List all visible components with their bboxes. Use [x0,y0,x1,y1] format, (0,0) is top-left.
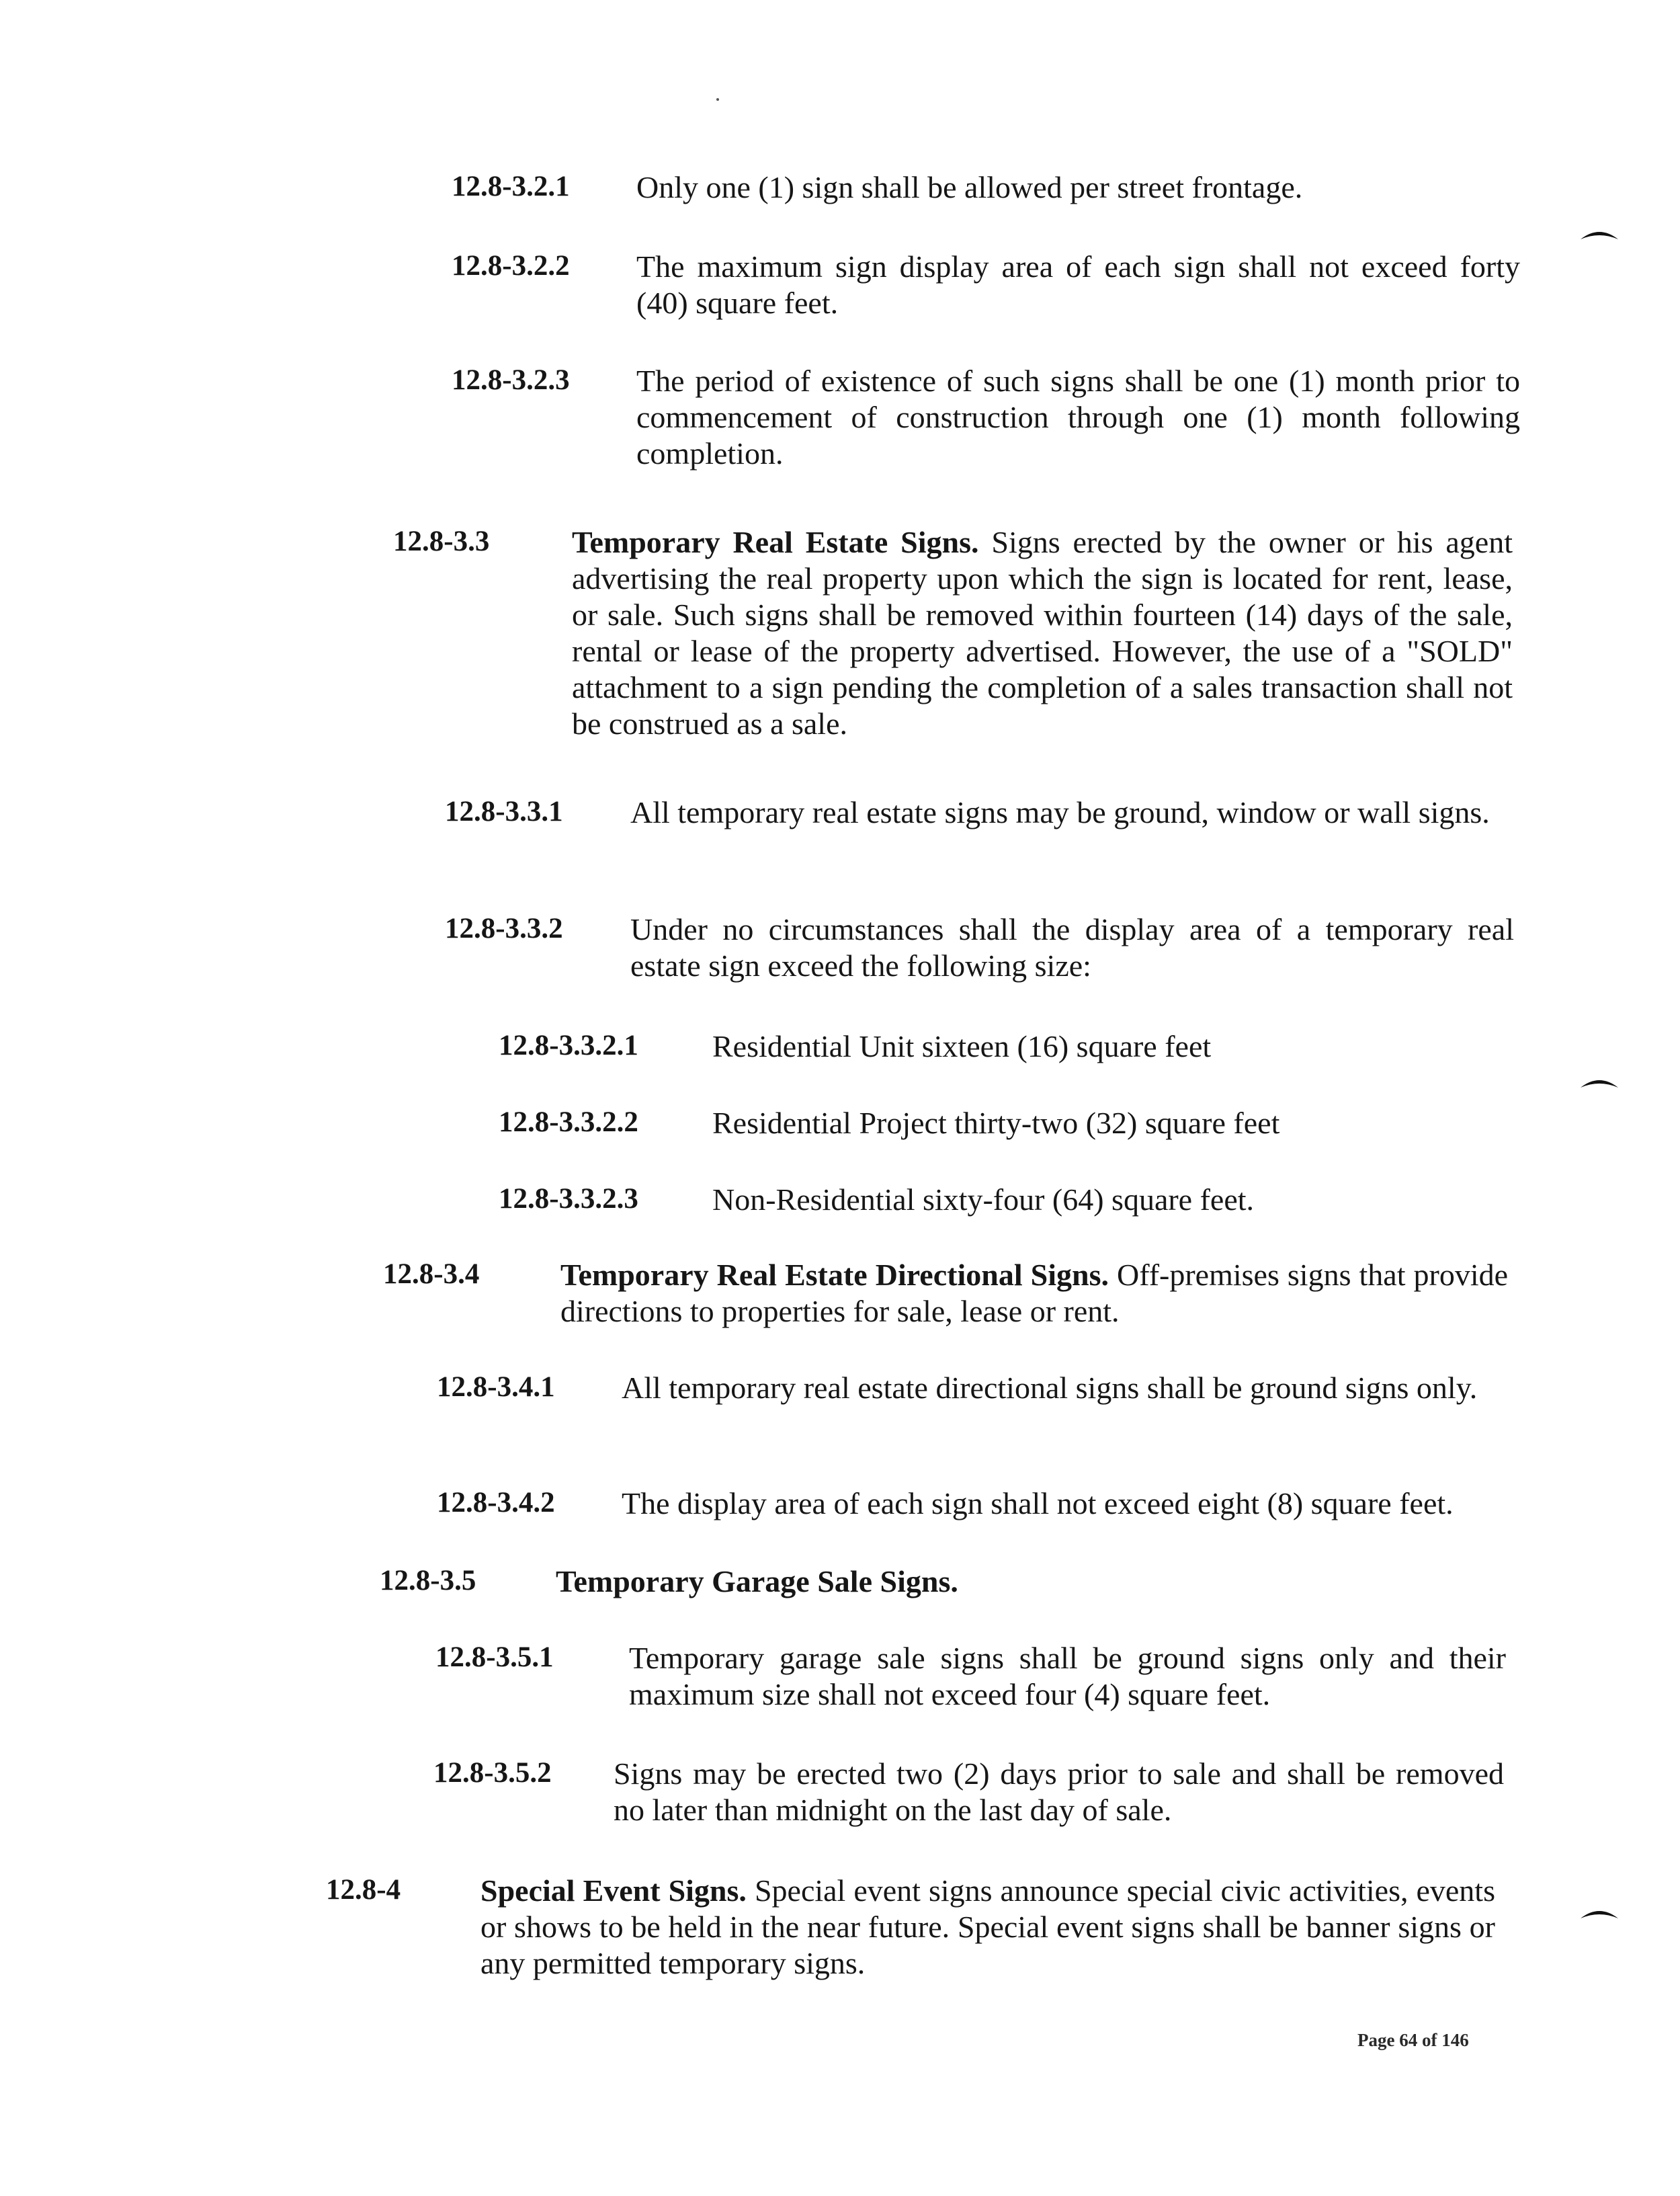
section-heading: Temporary Real Estate Signs. [572,525,979,559]
section-number: 12.8-3.3.2.3 [499,1183,638,1215]
section-body: Special event signs announce special civic activities, events or shows to be held in the near future. Special event signs shall be banner signs or any permitted temporary signs. [480,1873,1495,1980]
binder-hole-mark [1579,1908,1620,1920]
section-text: The maximum sign display area of each sign shall not exceed forty (40) square feet. [636,249,1520,320]
scan-speck [716,98,719,101]
section-text [572,524,1513,742]
section-body: Signs erected by the owner or his agent advertising the real property upon which the sign is located for rent, lease, or sale. Such signs shall be removed within fourteen (14) days of the sale, rental or lease of the property advertised. However, the use of a "SOLD" attachment to a sign pending the completion of a sales transaction shall not be construed as a sale. [572,525,1513,741]
section-text: Non-Residential sixty-four (64) square feet. [712,1182,1255,1217]
binder-hole-mark [1579,1077,1620,1089]
section-text: Signs may be erected two (2) days prior to sale and shall be removed no later than midnight on the last day of sale. [614,1756,1504,1827]
section-number: 12.8-3.2.3 [452,364,570,396]
section-number: 12.8-3.3.2 [445,913,563,944]
section-text: The display area of each sign shall not exceed eight (8) square feet. [622,1486,1454,1520]
section-number: 12.8-3.4 [383,1258,480,1290]
section-number: 12.8-3.5 [380,1565,476,1596]
section-text [560,1257,1508,1330]
section-number: 12.8-3.4.1 [437,1371,555,1403]
section-text: Residential Project thirty-two (32) square feet [712,1106,1280,1140]
section-text: Residential Unit sixteen (16) square feet [712,1029,1212,1063]
section-heading: Temporary Garage Sale Signs. [556,1564,958,1598]
section-text: All temporary real estate signs may be ground, window or wall signs. [630,795,1490,829]
section-heading: Temporary Real Estate Directional Signs. [560,1258,1109,1292]
section-text: All temporary real estate directional signs shall be ground signs only. [622,1371,1478,1405]
section-text [480,1873,1495,1982]
section-number: 12.8-3.2.2 [452,250,570,282]
section-number: 12.8-4 [326,1874,401,1906]
page-number: Page 64 of 146 [1357,2030,1469,2050]
section-number: 12.8-3.5.1 [435,1641,554,1673]
section-number: 12.8-3.3.2.2 [499,1106,638,1138]
section-text: Only one (1) sign shall be allowed per street frontage. [636,170,1303,204]
section-number: 12.8-3.3 [393,526,490,557]
section-number: 12.8-3.3.1 [445,796,563,827]
section-body: Off-premises signs that provide directions to properties for sale, lease or rent. [560,1258,1509,1328]
section-number: 12.8-3.5.2 [433,1757,552,1789]
section-number: 12.8-3.4.2 [437,1487,555,1518]
section-text: The period of existence of such signs shall be one (1) month prior to commencement of construction through one (1) month following completion. [636,364,1520,471]
section-number: 12.8-3.2.1 [452,171,570,202]
section-text [556,1563,1497,1600]
section-text: Under no circumstances shall the display area of a temporary real estate sign exceed the following size: [630,912,1514,983]
section-number: 12.8-3.3.2.1 [499,1030,638,1061]
section-heading: Special Event Signs. [480,1873,747,1908]
binder-hole-mark [1579,229,1620,241]
section-text: Temporary garage sale signs shall be ground signs only and their maximum size shall not exceed four (4) square feet. [629,1641,1506,1711]
